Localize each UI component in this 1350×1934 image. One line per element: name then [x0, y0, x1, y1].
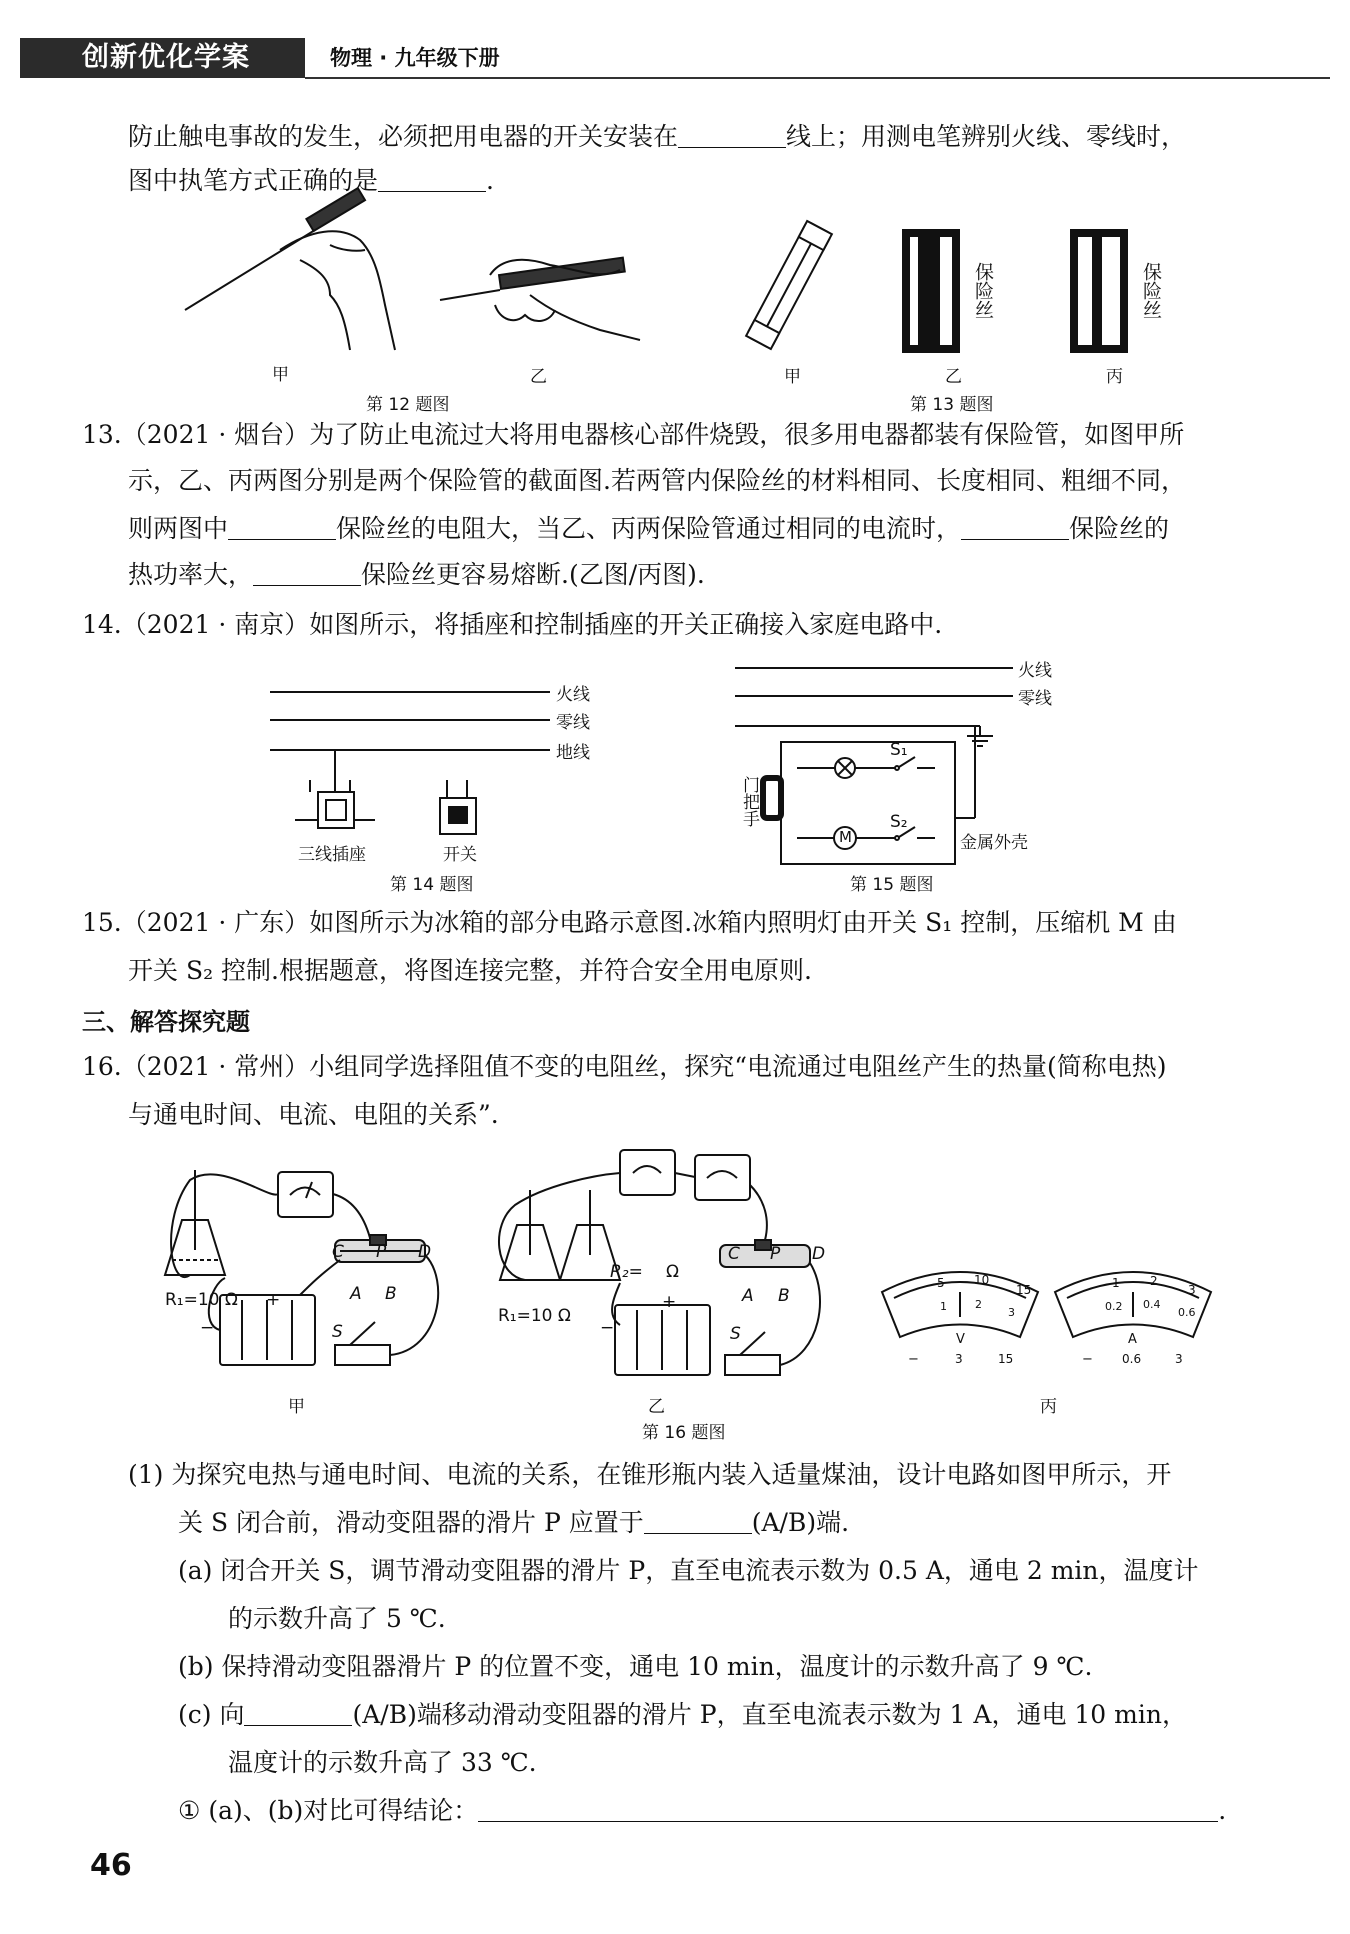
- fig14-wire-neutral: 零线: [556, 713, 590, 733]
- fig16-jia-terminal-d: D: [418, 1242, 432, 1262]
- ameter-terminal-3: 3: [1175, 1352, 1183, 1366]
- q15-line-1: 15.（2021 · 广东）如图所示为冰箱的部分电路示意图.冰箱内照明灯由开关 S₁ 控制，压缩机 M 由: [82, 908, 1177, 937]
- q16-1-text-f: .: [1218, 1796, 1227, 1825]
- q16-1-c-line-1: [178, 1698, 1187, 1732]
- fig14-wire-earth: 地线: [556, 743, 590, 763]
- q13-text-c: 保险丝的: [1069, 514, 1170, 543]
- q16-1-line-2: [178, 1506, 849, 1540]
- q12-text-d: .: [486, 166, 494, 195]
- ameter-terminal-0.6: 0.6: [1122, 1352, 1142, 1366]
- q12-line-2: [128, 164, 494, 198]
- fig16-jia-terminal-a: A: [350, 1284, 362, 1304]
- page-number: 46: [90, 1848, 132, 1883]
- fig14-caption: 第 14 题图: [390, 875, 474, 895]
- fig14-wire-live: 火线: [556, 685, 590, 705]
- fig14-socket-label: 三线插座: [298, 845, 366, 865]
- fig16-yi-terminal-b: B: [778, 1286, 790, 1306]
- q16-1-b-line-1: (b) 保持滑动变阻器滑片 P 的位置不变，通电 10 min，温度计的示数升高了 9 ℃.: [178, 1652, 1093, 1681]
- vmeter-tick-15: 15: [1016, 1283, 1032, 1297]
- fig16-yi-terminal-c: C: [728, 1244, 740, 1264]
- vmeter-tick-1: 1: [940, 1300, 947, 1313]
- fig14-switch-label: 开关: [443, 845, 477, 865]
- subject-title: 物理 · 九年级下册: [330, 46, 500, 70]
- ameter-tick-0.6: 0.6: [1178, 1306, 1196, 1319]
- vmeter-unit: V: [956, 1332, 965, 1347]
- vmeter-tick-2: 2: [975, 1298, 982, 1311]
- q16-line-2: 与通电时间、电流、电阻的关系”.: [128, 1100, 499, 1129]
- fig16-yi-switch-s: S: [730, 1324, 741, 1344]
- fig16-yi-plus: +: [662, 1292, 677, 1312]
- answer-blank[interactable]: [678, 123, 786, 148]
- fig16-jia-terminal-p: P: [376, 1242, 387, 1262]
- ameter-tick-2: 2: [1150, 1274, 1158, 1288]
- fig16-yi-terminal-p: P: [770, 1244, 781, 1264]
- q13-text-e: 保险丝更容易熔断.(乙图/丙图).: [361, 560, 705, 589]
- q16-1-a-line-1: (a) 闭合开关 S，调节滑动变阻器的滑片 P，直至电流表示数为 0.5 A，通电 2 min，温度计: [178, 1556, 1199, 1585]
- q13-text-a: 则两图中: [128, 514, 229, 543]
- answer-blank[interactable]: [961, 515, 1069, 540]
- ameter-tick-3: 3: [1188, 1283, 1196, 1297]
- fig15-shell-label: 金属外壳: [960, 833, 1028, 853]
- fig14-circuit: [270, 680, 550, 850]
- q15-line-2: 开关 S₂ 控制.根据题意，将图连接完整，并符合安全用电原则.: [128, 956, 812, 985]
- fig16-circuit-jia: [150, 1160, 450, 1385]
- q16-1-text-a: 关 S 闭合前，滑动变阻器的滑片 P 应置于: [178, 1508, 644, 1537]
- answer-blank[interactable]: [244, 1701, 352, 1726]
- fig12-test-pen-figure: [170, 210, 650, 360]
- fig13-label-yi: 乙: [945, 367, 962, 387]
- fig16-jia-terminal-b: B: [385, 1284, 397, 1304]
- ameter-unit: A: [1128, 1332, 1137, 1347]
- q13-line-4: [128, 558, 705, 592]
- fig15-wire-neutral: 零线: [1018, 689, 1052, 709]
- q12-line-1: [128, 120, 1186, 154]
- q14-line-1: 14.（2021 · 南京）如图所示，将插座和控制插座的开关正确接入家庭电路中.: [82, 610, 943, 639]
- fig15-motor-label: M: [839, 828, 852, 846]
- q16-1-text-d: (A/B)端移动滑动变阻器的滑片 P，直至电流表示数为 1 A，通电 10 min，: [352, 1700, 1187, 1729]
- fig16-jia-switch-s: S: [332, 1322, 343, 1342]
- fig12-label-yi: 乙: [530, 367, 547, 387]
- q16-1-a-line-2: 的示数升高了 5 ℃.: [228, 1604, 446, 1633]
- fig16-label-yi: 乙: [648, 1397, 665, 1417]
- fig16-yi-r1: R₁=10 Ω: [498, 1306, 571, 1326]
- q16-1-text-b: (A/B)端.: [751, 1508, 850, 1537]
- q12-text-c: 图中执笔方式正确的是: [128, 166, 379, 195]
- fig16-yi-r2: R₂=: [610, 1262, 643, 1282]
- fig15-door-handle-label: 门把手: [739, 776, 759, 827]
- fig13-fuse-section-yi: [905, 232, 965, 352]
- q16-1-line-1: (1) 为探究电热与通电时间、电流的关系，在锥形瓶内装入适量煤油，设计电路如图甲所示，开: [128, 1460, 1172, 1489]
- ameter-terminal-neg: −: [1082, 1352, 1093, 1367]
- vmeter-terminal-neg: −: [908, 1352, 919, 1367]
- fig15-s2-label: S₂: [890, 812, 908, 832]
- fig16-jia-plus: +: [266, 1290, 281, 1310]
- vmeter-tick-10: 10: [974, 1273, 990, 1287]
- fig12-caption: 第 12 题图: [366, 395, 450, 415]
- fig13-fuse-label-yi: 保险丝: [972, 262, 994, 319]
- fig16-yi-terminal-d: D: [812, 1244, 826, 1264]
- q13-line-3: [128, 512, 1169, 546]
- answer-blank[interactable]: [478, 1797, 1218, 1822]
- q16-line-1: 16.（2021 · 常州）小组同学选择阻值不变的电阻丝，探究“电流通过电阻丝产生的热量(简称电热): [82, 1052, 1167, 1081]
- fig15-s1-label: S₁: [890, 740, 908, 760]
- q16-1-text-c: (c) 向: [178, 1700, 245, 1729]
- fig16-label-jia: 甲: [288, 1397, 305, 1417]
- brand-title: 创新优化学案: [20, 38, 305, 78]
- fig13-caption: 第 13 题图: [910, 395, 994, 415]
- page-header: [20, 38, 1330, 78]
- fig13-fuse-tube: [740, 220, 840, 360]
- q13-text-b: 保险丝的电阻大，当乙、丙两保险管通过相同的电流时，: [336, 514, 962, 543]
- fig13-label-jia: 甲: [784, 367, 801, 387]
- fig16-jia-r1: R₁=10 Ω: [165, 1290, 238, 1310]
- fig13-fuse-section-bing: [1073, 232, 1133, 352]
- vmeter-terminal-15: 15: [998, 1352, 1014, 1366]
- section-heading: 三、解答探究题: [82, 1008, 250, 1036]
- answer-blank[interactable]: [378, 167, 486, 192]
- fig16-label-bing: 丙: [1040, 1397, 1057, 1417]
- ameter-tick-0.4: 0.4: [1143, 1298, 1161, 1311]
- q13-text-d: 热功率大，: [128, 560, 254, 589]
- fig16-jia-terminal-c: C: [332, 1242, 344, 1262]
- fig13-fuse-label-bing: 保险丝: [1140, 262, 1162, 319]
- vmeter-tick-3: 3: [1008, 1306, 1015, 1319]
- fig16-yi-minus: −: [600, 1318, 615, 1338]
- fig16-meters: [880, 1262, 1220, 1372]
- ameter-tick-1: 1: [1112, 1276, 1120, 1290]
- vmeter-tick-5: 5: [937, 1276, 945, 1290]
- fig16-jia-minus: −: [200, 1318, 215, 1338]
- fig15-wire-live: 火线: [1018, 661, 1052, 681]
- answer-blank[interactable]: [644, 1509, 752, 1534]
- q12-text-a: 防止触电事故的发生，必须把用电器的开关安装在: [128, 122, 679, 151]
- q13-line-2: 示，乙、丙两图分别是两个保险管的截面图.若两管内保险丝的材料相同、长度相同、粗细不同，: [128, 466, 1186, 495]
- q16-1-conclusion: [178, 1794, 1226, 1828]
- vmeter-terminal-3: 3: [955, 1352, 963, 1366]
- ameter-tick-0.2: 0.2: [1105, 1300, 1123, 1313]
- fig16-yi-terminal-a: A: [742, 1286, 754, 1306]
- header-rule: [305, 77, 1330, 79]
- fig15-caption: 第 15 题图: [850, 875, 934, 895]
- fig16-caption: 第 16 题图: [642, 1423, 726, 1443]
- q16-1-text-e: ① (a)、(b)对比可得结论：: [178, 1796, 479, 1825]
- q12-text-b: 线上；用测电笔辨别火线、零线时，: [786, 122, 1187, 151]
- fig13-label-bing: 丙: [1106, 367, 1123, 387]
- fig16-circuit-yi: [485, 1145, 825, 1385]
- answer-blank[interactable]: [228, 515, 336, 540]
- q16-1-c-line-2: 温度计的示数升高了 33 ℃.: [228, 1748, 537, 1777]
- fig16-yi-ohm: Ω: [666, 1262, 679, 1282]
- fig12-label-jia: 甲: [272, 365, 289, 385]
- answer-blank[interactable]: [253, 561, 361, 586]
- q13-line-1: 13.（2021 · 烟台）为了防止电流过大将用电器核心部件烧毁，很多用电器都装有保险管，如图甲所: [82, 420, 1185, 449]
